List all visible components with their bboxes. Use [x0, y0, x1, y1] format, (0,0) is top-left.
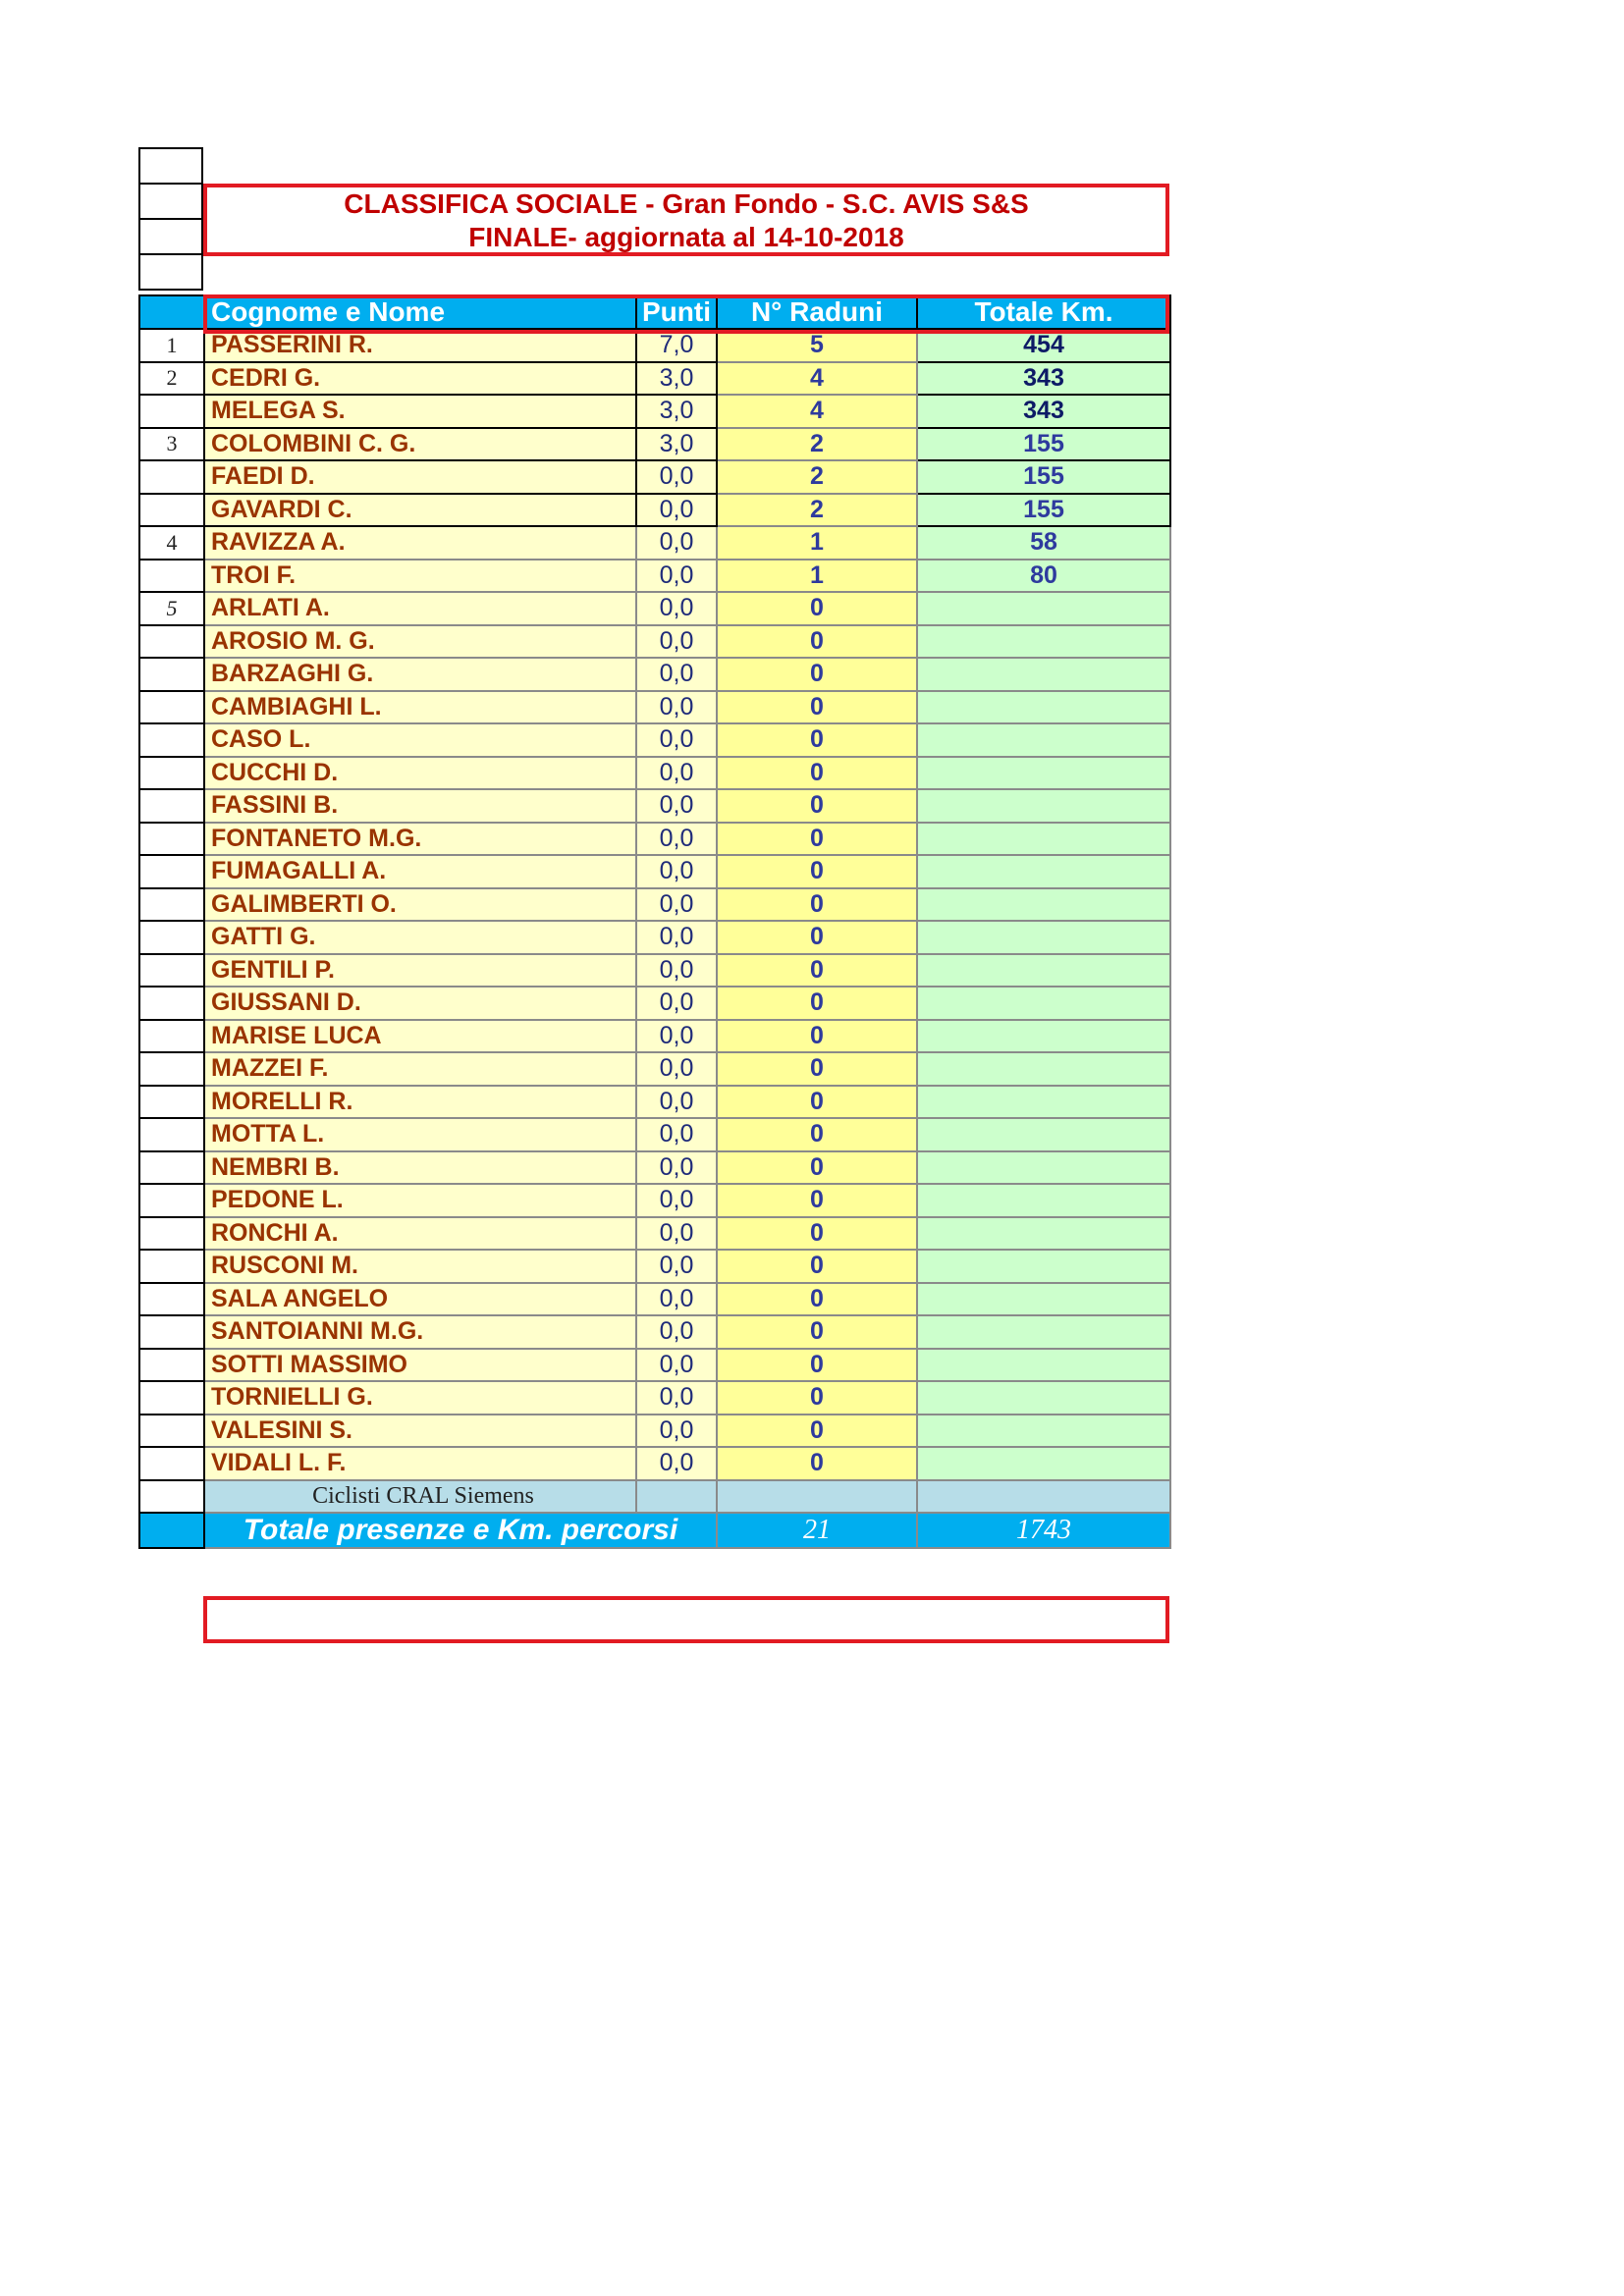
points-cell [636, 1480, 717, 1514]
points-cell: 0,0 [636, 723, 717, 757]
name-cell: VIDALI L. F. [204, 1447, 636, 1480]
points-cell: 3,0 [636, 362, 717, 396]
rank-cell [139, 1315, 204, 1349]
rank-cell [139, 1020, 204, 1053]
name-cell: MELEGA S. [204, 395, 636, 428]
rank-cell [139, 789, 204, 823]
total-outline [203, 1596, 1169, 1643]
points-cell: 0,0 [636, 625, 717, 659]
rank-cell [139, 823, 204, 856]
table-row [139, 1250, 1170, 1283]
points-cell: 0,0 [636, 1217, 717, 1251]
rank-cell [139, 1283, 204, 1316]
blank-cell [138, 183, 203, 220]
ranking-table [138, 294, 1171, 1549]
km-cell [917, 789, 1170, 823]
table-row [139, 560, 1170, 593]
raduni-cell [717, 1480, 917, 1514]
raduni-cell: 0 [717, 1217, 917, 1251]
raduni-cell: 0 [717, 1184, 917, 1217]
km-cell [917, 921, 1170, 954]
table-row [139, 954, 1170, 988]
points-cell: 7,0 [636, 329, 717, 362]
rank-cell: 4 [139, 526, 204, 560]
table-header [139, 295, 1170, 329]
table-row [139, 888, 1170, 922]
raduni-cell: 0 [717, 789, 917, 823]
name-cell: RAVIZZA A. [204, 526, 636, 560]
table-row [139, 526, 1170, 560]
points-cell: 0,0 [636, 1283, 717, 1316]
blank-cell [138, 218, 203, 255]
table-row [139, 494, 1170, 527]
km-cell [917, 1349, 1170, 1382]
km-cell: 58 [917, 526, 1170, 560]
km-cell [917, 1086, 1170, 1119]
raduni-cell: 1 [717, 526, 917, 560]
rank-cell [139, 1151, 204, 1185]
points-cell: 0,0 [636, 1415, 717, 1448]
raduni-cell: 0 [717, 1315, 917, 1349]
table-row [139, 1283, 1170, 1316]
raduni-cell: 0 [717, 625, 917, 659]
name-cell: CUCCHI D. [204, 757, 636, 790]
table-row [139, 855, 1170, 888]
title-line-2: FINALE- aggiornata al 14-10-2018 [468, 222, 904, 252]
raduni-cell: 2 [717, 460, 917, 494]
name-cell: VALESINI S. [204, 1415, 636, 1448]
name-cell: SOTTI MASSIMO [204, 1349, 636, 1382]
name-cell: NEMBRI B. [204, 1151, 636, 1185]
points-cell: 0,0 [636, 1086, 717, 1119]
name-cell: RONCHI A. [204, 1217, 636, 1251]
points-cell: 0,0 [636, 658, 717, 691]
name-cell: PASSERINI R. [204, 329, 636, 362]
blank-cell [138, 147, 203, 185]
raduni-cell: 0 [717, 1020, 917, 1053]
name-cell: AROSIO M. G. [204, 625, 636, 659]
rank-cell: 3 [139, 428, 204, 461]
points-cell: 0,0 [636, 494, 717, 527]
points-cell: 0,0 [636, 921, 717, 954]
table-row [139, 362, 1170, 396]
rank-cell [139, 855, 204, 888]
table-row [139, 625, 1170, 659]
title-line-1: CLASSIFICA SOCIALE - Gran Fondo - S.C. AVIS S&S [344, 188, 1029, 219]
rank-cell [139, 1250, 204, 1283]
rank-cell [139, 1349, 204, 1382]
km-cell [917, 1020, 1170, 1053]
name-cell: MAZZEI F. [204, 1052, 636, 1086]
rank-cell [139, 921, 204, 954]
rank-cell [139, 1415, 204, 1448]
raduni-cell: 0 [717, 723, 917, 757]
points-cell: 0,0 [636, 1447, 717, 1480]
points-cell: 0,0 [636, 1052, 717, 1086]
km-cell [917, 1315, 1170, 1349]
total-label: Totale presenze e Km. percorsi [204, 1513, 717, 1548]
table-row [139, 723, 1170, 757]
km-cell [917, 1217, 1170, 1251]
name-cell: SALA ANGELO [204, 1283, 636, 1316]
km-cell: 80 [917, 560, 1170, 593]
table-row [139, 921, 1170, 954]
raduni-cell: 2 [717, 428, 917, 461]
raduni-cell: 0 [717, 1250, 917, 1283]
name-cell: CASO L. [204, 723, 636, 757]
raduni-cell: 1 [717, 560, 917, 593]
total-row [139, 1513, 1170, 1548]
raduni-cell: 0 [717, 658, 917, 691]
table-row [139, 1118, 1170, 1151]
raduni-cell: 5 [717, 329, 917, 362]
km-cell [917, 1381, 1170, 1415]
raduni-cell: 0 [717, 888, 917, 922]
table-row [139, 1315, 1170, 1349]
km-cell [917, 987, 1170, 1020]
rank-cell [139, 691, 204, 724]
raduni-cell: 0 [717, 1447, 917, 1480]
points-cell: 0,0 [636, 592, 717, 625]
total-km: 1743 [917, 1513, 1170, 1548]
raduni-cell: 0 [717, 954, 917, 988]
table-row [139, 658, 1170, 691]
raduni-cell: 0 [717, 757, 917, 790]
table-row [139, 1086, 1170, 1119]
rank-cell [139, 460, 204, 494]
points-cell: 0,0 [636, 526, 717, 560]
km-cell: 155 [917, 428, 1170, 461]
table-row [139, 1217, 1170, 1251]
table-row [139, 987, 1170, 1020]
points-cell: 0,0 [636, 789, 717, 823]
name-cell: CAMBIAGHI L. [204, 691, 636, 724]
km-cell [917, 1480, 1170, 1514]
raduni-cell: 0 [717, 1118, 917, 1151]
km-cell [917, 1250, 1170, 1283]
points-cell: 0,0 [636, 460, 717, 494]
rank-cell [139, 1118, 204, 1151]
rank-cell [139, 888, 204, 922]
header-points: Punti [636, 295, 717, 329]
raduni-cell: 0 [717, 855, 917, 888]
km-cell [917, 888, 1170, 922]
km-cell [917, 855, 1170, 888]
points-cell: 0,0 [636, 1118, 717, 1151]
km-cell: 155 [917, 494, 1170, 527]
table-row [139, 1381, 1170, 1415]
km-cell: 343 [917, 362, 1170, 396]
header-name: Cognome e Nome [204, 295, 636, 329]
points-cell: 0,0 [636, 1381, 717, 1415]
blank-cell [138, 253, 203, 291]
points-cell: 3,0 [636, 395, 717, 428]
raduni-cell: 0 [717, 1283, 917, 1316]
name-cell: COLOMBINI C. G. [204, 428, 636, 461]
total-rank-cell [139, 1513, 204, 1548]
points-cell: 3,0 [636, 428, 717, 461]
rank-cell [139, 560, 204, 593]
points-cell: 0,0 [636, 1020, 717, 1053]
raduni-cell: 0 [717, 1415, 917, 1448]
name-cell: MOTTA L. [204, 1118, 636, 1151]
table-row [139, 1184, 1170, 1217]
rank-cell: 5 [139, 592, 204, 625]
name-cell: GATTI G. [204, 921, 636, 954]
points-cell: 0,0 [636, 1151, 717, 1185]
km-cell [917, 625, 1170, 659]
km-cell [917, 757, 1170, 790]
title-box [203, 184, 1169, 256]
table-row [139, 789, 1170, 823]
km-cell [917, 658, 1170, 691]
points-cell: 0,0 [636, 560, 717, 593]
km-cell [917, 691, 1170, 724]
name-cell: FAEDI D. [204, 460, 636, 494]
raduni-cell: 0 [717, 1086, 917, 1119]
table-row [139, 1151, 1170, 1185]
table-row [139, 1052, 1170, 1086]
points-cell: 0,0 [636, 1349, 717, 1382]
raduni-cell: 4 [717, 362, 917, 396]
name-cell: FASSINI B. [204, 789, 636, 823]
table-row [139, 1447, 1170, 1480]
raduni-cell: 2 [717, 494, 917, 527]
rank-cell [139, 625, 204, 659]
km-cell [917, 1052, 1170, 1086]
km-cell: 454 [917, 329, 1170, 362]
rank-cell [139, 723, 204, 757]
rank-cell [139, 1052, 204, 1086]
table-row [139, 691, 1170, 724]
table-row [139, 757, 1170, 790]
club-row [139, 1480, 1170, 1514]
km-cell: 343 [917, 395, 1170, 428]
table-row [139, 823, 1170, 856]
rank-cell [139, 658, 204, 691]
raduni-cell: 0 [717, 1381, 917, 1415]
table-row [139, 1415, 1170, 1448]
name-cell: TROI F. [204, 560, 636, 593]
raduni-cell: 0 [717, 1349, 917, 1382]
name-cell: SANTOIANNI M.G. [204, 1315, 636, 1349]
name-cell: MORELLI R. [204, 1086, 636, 1119]
rank-cell [139, 1086, 204, 1119]
points-cell: 0,0 [636, 691, 717, 724]
points-cell: 0,0 [636, 855, 717, 888]
raduni-cell: 0 [717, 1151, 917, 1185]
rank-cell: 1 [139, 329, 204, 362]
km-cell [917, 1118, 1170, 1151]
raduni-cell: 0 [717, 592, 917, 625]
raduni-cell: 4 [717, 395, 917, 428]
name-cell: TORNIELLI G. [204, 1381, 636, 1415]
header-km: Totale Km. [917, 295, 1170, 329]
name-cell: MARISE LUCA [204, 1020, 636, 1053]
km-cell [917, 1283, 1170, 1316]
points-cell: 0,0 [636, 1184, 717, 1217]
rank-cell: 2 [139, 362, 204, 396]
total-raduni: 21 [717, 1513, 917, 1548]
km-cell [917, 823, 1170, 856]
raduni-cell: 0 [717, 691, 917, 724]
table-row [139, 428, 1170, 461]
table-row [139, 395, 1170, 428]
rank-cell [139, 757, 204, 790]
rank-cell [139, 1480, 204, 1514]
table-row [139, 460, 1170, 494]
header-rank-cell [139, 295, 204, 329]
header-raduni: N° Raduni [717, 295, 917, 329]
km-cell [917, 1184, 1170, 1217]
rank-cell [139, 954, 204, 988]
name-cell: BARZAGHI G. [204, 658, 636, 691]
name-cell: FONTANETO M.G. [204, 823, 636, 856]
name-cell: GIUSSANI D. [204, 987, 636, 1020]
km-cell [917, 723, 1170, 757]
name-cell: GALIMBERTI O. [204, 888, 636, 922]
rank-cell [139, 1381, 204, 1415]
km-cell [917, 954, 1170, 988]
km-cell: 155 [917, 460, 1170, 494]
table-row [139, 1349, 1170, 1382]
rank-cell [139, 395, 204, 428]
km-cell [917, 592, 1170, 625]
raduni-cell: 0 [717, 987, 917, 1020]
club-label: Ciclisti CRAL Siemens [204, 1480, 636, 1514]
name-cell: PEDONE L. [204, 1184, 636, 1217]
name-cell: GAVARDI C. [204, 494, 636, 527]
km-cell [917, 1447, 1170, 1480]
rank-cell [139, 1184, 204, 1217]
name-cell: CEDRI G. [204, 362, 636, 396]
points-cell: 0,0 [636, 1250, 717, 1283]
rank-cell [139, 1447, 204, 1480]
name-cell: FUMAGALLI A. [204, 855, 636, 888]
points-cell: 0,0 [636, 954, 717, 988]
table-row [139, 1020, 1170, 1053]
rank-cell [139, 987, 204, 1020]
raduni-cell: 0 [717, 921, 917, 954]
points-cell: 0,0 [636, 888, 717, 922]
points-cell: 0,0 [636, 823, 717, 856]
raduni-cell: 0 [717, 1052, 917, 1086]
km-cell [917, 1415, 1170, 1448]
name-cell: GENTILI P. [204, 954, 636, 988]
table-row [139, 329, 1170, 362]
points-cell: 0,0 [636, 1315, 717, 1349]
name-cell: ARLATI A. [204, 592, 636, 625]
table-row [139, 592, 1170, 625]
km-cell [917, 1151, 1170, 1185]
name-cell: RUSCONI M. [204, 1250, 636, 1283]
rank-cell [139, 1217, 204, 1251]
points-cell: 0,0 [636, 757, 717, 790]
points-cell: 0,0 [636, 987, 717, 1020]
raduni-cell: 0 [717, 823, 917, 856]
rank-cell [139, 494, 204, 527]
